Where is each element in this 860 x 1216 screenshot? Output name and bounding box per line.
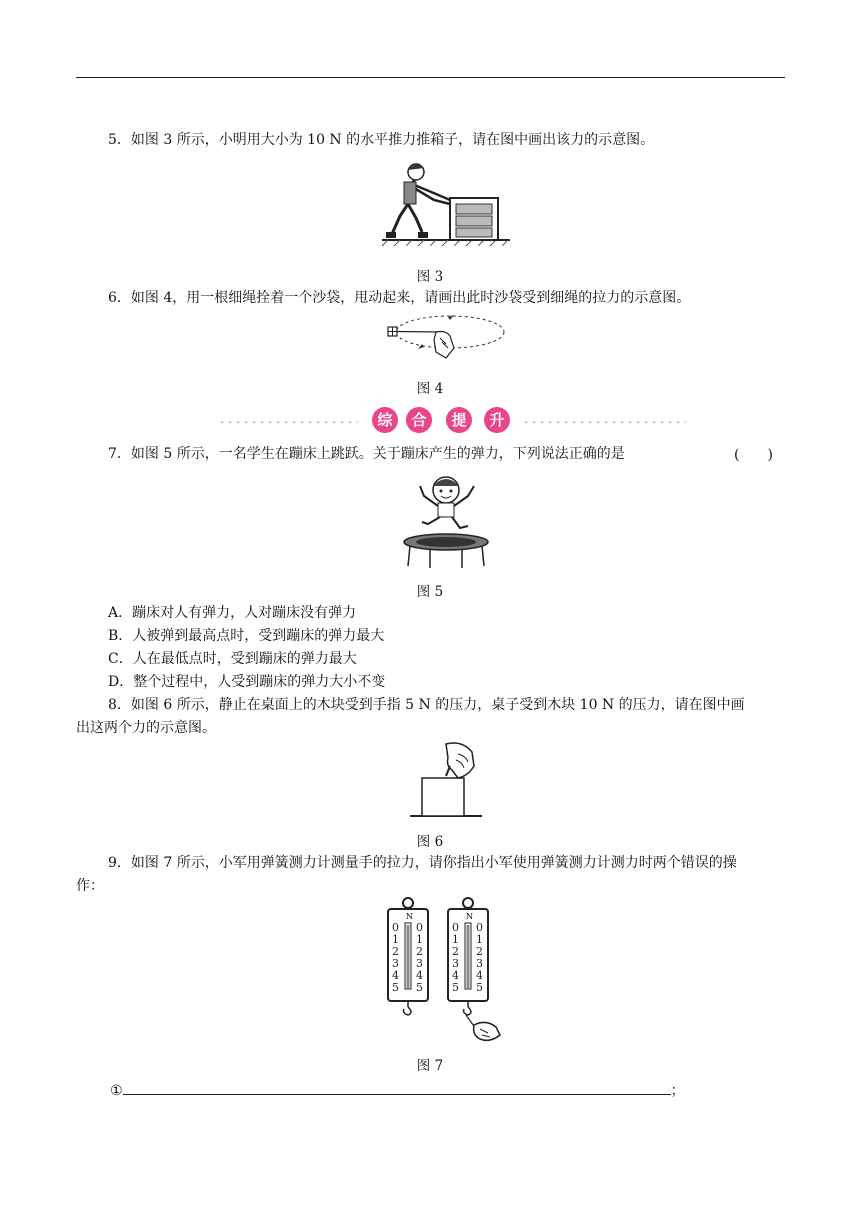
question-5-text: 5．如图 3 所示，小明用大小为 10 N 的水平推力推箱子，请在图中画出该力的示意图。 [108,132,655,148]
scale-label: 0 [476,921,483,934]
scale-label: 1 [452,933,459,946]
question-6-text: 6．如图 4，用一根细绳拴着一个沙袋，甩动起来，请画出此时沙袋受到细绳的拉力的示意图。 [108,290,691,306]
section-char-1: 综 [372,407,398,433]
section-dots-right [522,421,686,423]
scale-label: 3 [476,957,483,970]
section-char-2: 合 [406,407,432,433]
scale-label: 0 [416,921,423,934]
section-char-4: 升 [484,407,510,433]
figure-5-trampoline [400,468,492,572]
question-9-line-2: 作： [76,878,104,894]
question-7-text: 7．如图 5 所示，一名学生在蹦床上跳跃。关于蹦床产生的弹力，下列说法正确的是 [108,446,625,462]
question-9-line-1: 9．如图 7 所示，小军用弹簧测力计测量手的拉力，请你指出小军使用弹簧测力计测力时两个错误的操 [108,855,737,871]
section-header-comprehensive [218,407,688,437]
scale-label: 0 [452,921,459,934]
option-a: A．蹦床对人有弹力，人对蹦床没有弹力 [108,605,357,621]
blank-suffix: ； [670,1083,685,1099]
option-c: C．人在最低点时，受到蹦床的弹力最大 [108,651,357,667]
spring-scale-right [448,898,500,1040]
option-d: D．整个过程中，人受到蹦床的弹力大小不变 [108,674,386,690]
scale-label: 1 [416,933,423,946]
scale-label: 2 [416,945,423,958]
scale-label: 2 [476,945,483,958]
question-8-line-1: 8．如图 6 所示，静止在桌面上的木块受到手指 5 N 的压力，桌子受到木块 10 N 的压力，请在图中画 [108,697,745,713]
scale-label: 3 [416,957,423,970]
scale-label: 4 [416,969,423,982]
figure-6-block-finger [406,740,486,820]
option-b: B．人被弹到最高点时，受到蹦床的弹力最大 [108,628,385,644]
figure-4-caption: 图 4 [416,381,444,397]
question-8-line-2: 出这两个力的示意图。 [76,720,216,736]
answer-blank-1[interactable] [110,1080,790,1100]
scale-label: 4 [392,969,399,982]
scale-label: 1 [476,933,483,946]
scale-label: 5 [476,981,483,994]
figure-5-caption: 图 5 [416,584,444,600]
figure-7-caption: 图 7 [416,1058,444,1074]
section-dots-left [218,421,358,423]
figure-3-caption: 图 3 [416,269,444,285]
scale-label: 5 [452,981,459,994]
blank-prefix: ① [110,1083,123,1099]
scale-label: 2 [392,945,399,958]
scale-unit-right: N [466,912,473,921]
scale-label: 5 [392,981,399,994]
figure-7-spring-scales [380,895,506,1047]
figure-3-push-box [378,160,514,246]
scale-label: 2 [452,945,459,958]
scale-unit-left: N [406,912,413,921]
scale-label: 3 [452,957,459,970]
header-rule [76,77,785,78]
scale-label: 0 [392,921,399,934]
scale-label: 5 [416,981,423,994]
figure-4-sandbag [384,310,508,366]
answer-underline[interactable] [123,1080,671,1095]
answer-parentheses: ( ) [734,447,773,463]
scale-label: 1 [392,933,399,946]
figure-6-caption: 图 6 [416,834,444,850]
scale-label: 3 [392,957,399,970]
spring-scale-left [388,898,428,1015]
section-char-3: 提 [446,407,472,433]
scale-label: 4 [452,969,459,982]
scale-label: 4 [476,969,483,982]
